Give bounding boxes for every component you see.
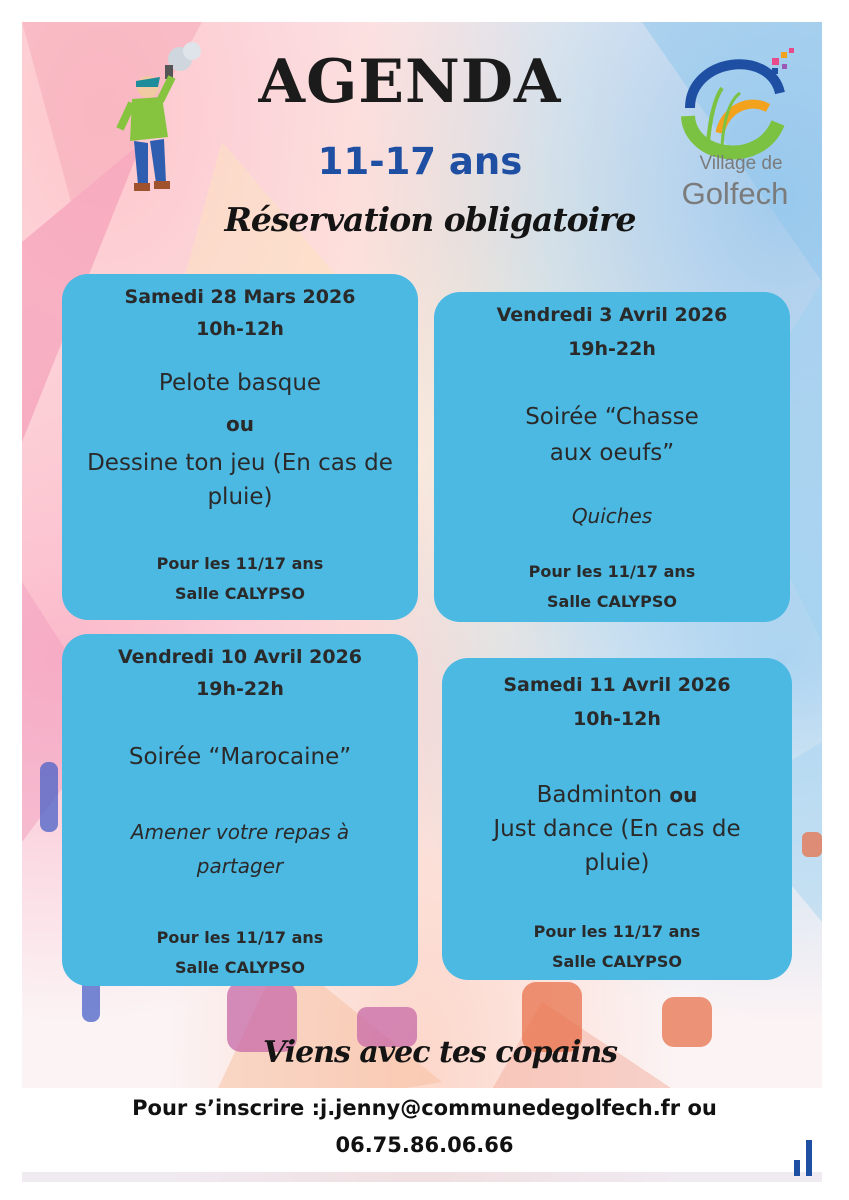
event-hours: 10h-12h [196, 318, 284, 340]
page-title: AGENDA [258, 47, 562, 117]
event-hours: 19h-22h [196, 678, 284, 700]
event-audience: Pour les 11/17 ans [156, 928, 324, 947]
event-activity-alt-cont: pluie) [207, 484, 273, 510]
event-note-cont: partager [196, 854, 284, 878]
event-audience: Pour les 11/17 ans [156, 554, 324, 573]
event-venue: Salle CALYPSO [175, 584, 305, 603]
event-audience: Pour les 11/17 ans [533, 922, 701, 941]
corner-bars-icon [792, 1138, 822, 1178]
event-activity-alt: Dessine ton jeu (En cas de [87, 450, 393, 476]
event-activity-alt-cont: pluie) [584, 850, 650, 876]
event-venue: Salle CALYPSO [175, 958, 305, 977]
event-venue: Salle CALYPSO [547, 592, 677, 611]
event-activity-alt: Just dance (En cas de [493, 816, 741, 842]
event-date: Samedi 28 Mars 2026 [124, 286, 356, 308]
event-hours: 19h-22h [568, 338, 656, 360]
event-card-3 [62, 634, 418, 986]
slogan: Viens avec tes copains [262, 1035, 618, 1070]
contact-block [0, 1088, 849, 1172]
event-date: Vendredi 3 Avril 2026 [496, 304, 728, 326]
contact-email-line: Pour s’inscrire :j.jenny@communedegolfech.fr ou [132, 1096, 717, 1120]
event-date: Samedi 11 Avril 2026 [503, 674, 731, 696]
age-range: 11-17 ans [317, 140, 523, 183]
event-activity: Soirée “Marocaine” [128, 744, 352, 770]
event-or: ou [669, 783, 698, 807]
event-card-4 [442, 658, 792, 980]
event-venue: Salle CALYPSO [552, 952, 682, 971]
event-activity: Soirée “Chasse [525, 404, 699, 430]
event-audience: Pour les 11/17 ans [528, 562, 696, 581]
event-activity-cont: aux oeufs” [549, 440, 675, 466]
contact-phone: 06.75.86.06.66 [335, 1133, 514, 1157]
event-card-1 [62, 274, 418, 620]
logo-text-golfech: Golfech [681, 176, 789, 211]
event-activity [442, 782, 792, 808]
graffiti-kid-illustration [110, 37, 220, 197]
event-or: ou [226, 412, 254, 436]
reservation-notice: Réservation obligatoire [224, 200, 636, 239]
event-activity-name: Badminton [536, 782, 663, 808]
event-card-2 [434, 292, 790, 622]
event-hours: 10h-12h [573, 708, 661, 730]
event-activity: Pelote basque [158, 370, 322, 396]
event-note: Quiches [571, 504, 653, 528]
event-note: Amener votre repas à [130, 820, 350, 844]
logo-text-village: Village de [699, 153, 783, 174]
event-date: Vendredi 10 Avril 2026 [117, 646, 363, 668]
